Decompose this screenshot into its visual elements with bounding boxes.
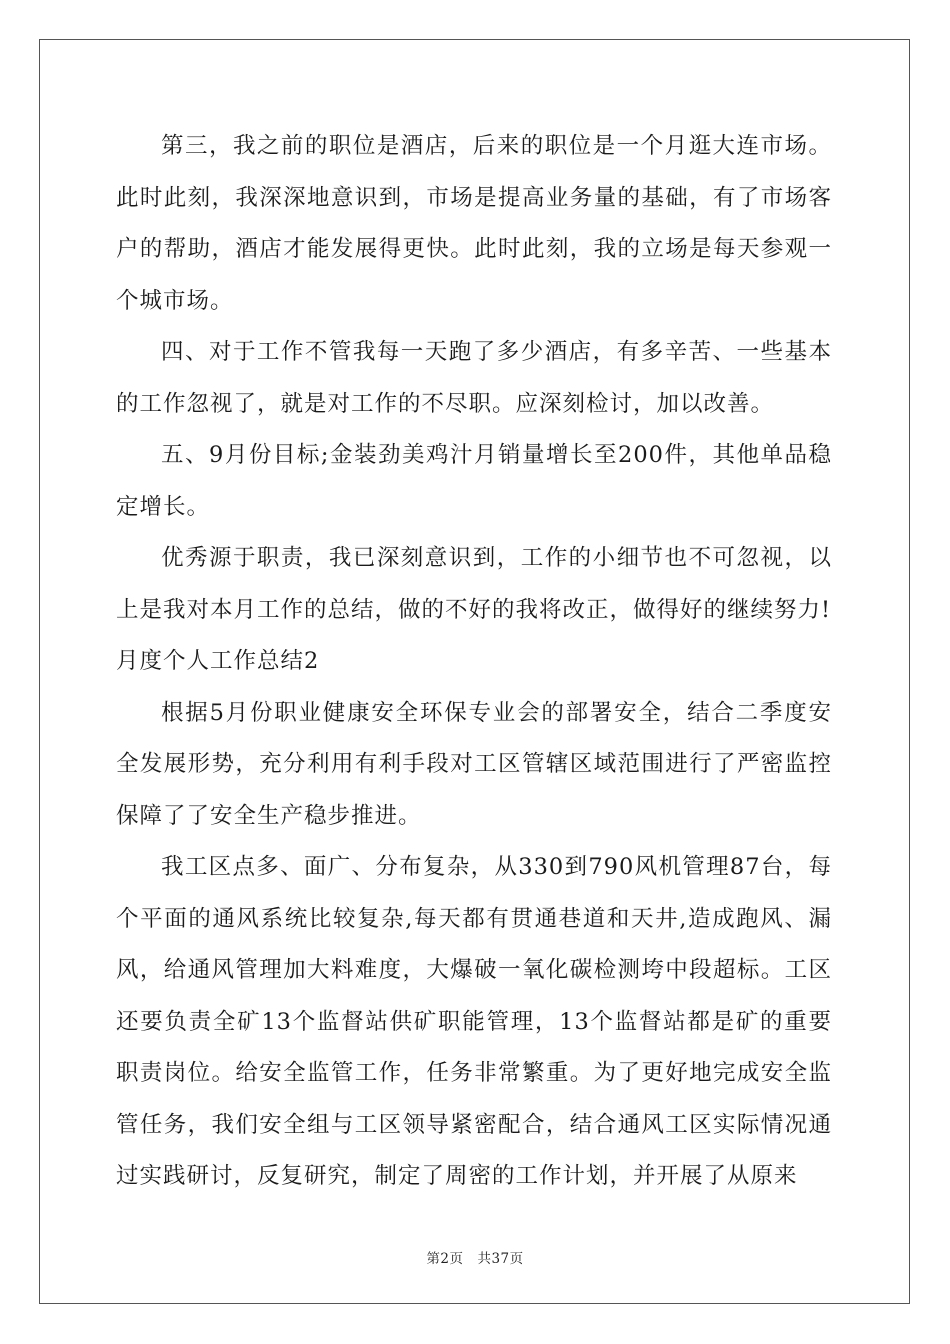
paragraph-1: 第三，我之前的职位是酒店，后来的职位是一个月逛大连市场。此时此刻，我深深地意识到，市场是提高业务量的基础，有了市场客户的帮助，酒店才能发展得更快。此时此刻，我的立场是每天参观一个城市场。: [116, 133, 832, 314]
page-number: 第2页: [426, 1251, 464, 1267]
section-title: 月度个人工作总结2: [116, 648, 320, 674]
paragraph-5: 根据5月份职业健康安全环保专业会的部署安全，结合二季度安全发展形势，充分利用有利手段对工区管辖区域范围进行了严密监控保障了了安全生产稳步推进。: [116, 699, 832, 829]
page-footer: [0, 1247, 950, 1267]
total-pages: 共37页: [477, 1251, 524, 1267]
document-body: [116, 121, 832, 1203]
paragraph-4: 优秀源于职责，我已深刻意识到，工作的小细节也不可忽视，以上是我对本月工作的总结，做的不好的我将改正，做得好的继续努力!: [116, 545, 832, 623]
paragraph-2: 四、对于工作不管我每一天跑了多少酒店，有多辛苦、一些基本的工作忽视了，就是对工作的不尽职。应深刻检讨，加以改善。: [116, 339, 832, 417]
paragraph-6: 我工区点多、面广、分布复杂，从330到790风机管理87台，每个平面的通风系统比较复杂,每天都有贯通巷道和天井,造成跑风、漏风，给通风管理加大料难度，大爆破一氧化碳检测垮中段超标。工区还要负责全矿13个监督站供矿职能管理，13个监督站都是矿的重要职责岗位。给安全监管工作，任务非常繁重。为了更好地完成安全监管任务，我们安全组与工区领导紧密配合，结合通风工区实际情况通过实践研讨，反复研究，制定了周密的工作计划，并开展了从原来: [116, 854, 832, 1189]
paragraph-3: 五、9月份目标;金装劲美鸡汁月销量增长至200件，其他单品稳定增长。: [116, 442, 832, 520]
